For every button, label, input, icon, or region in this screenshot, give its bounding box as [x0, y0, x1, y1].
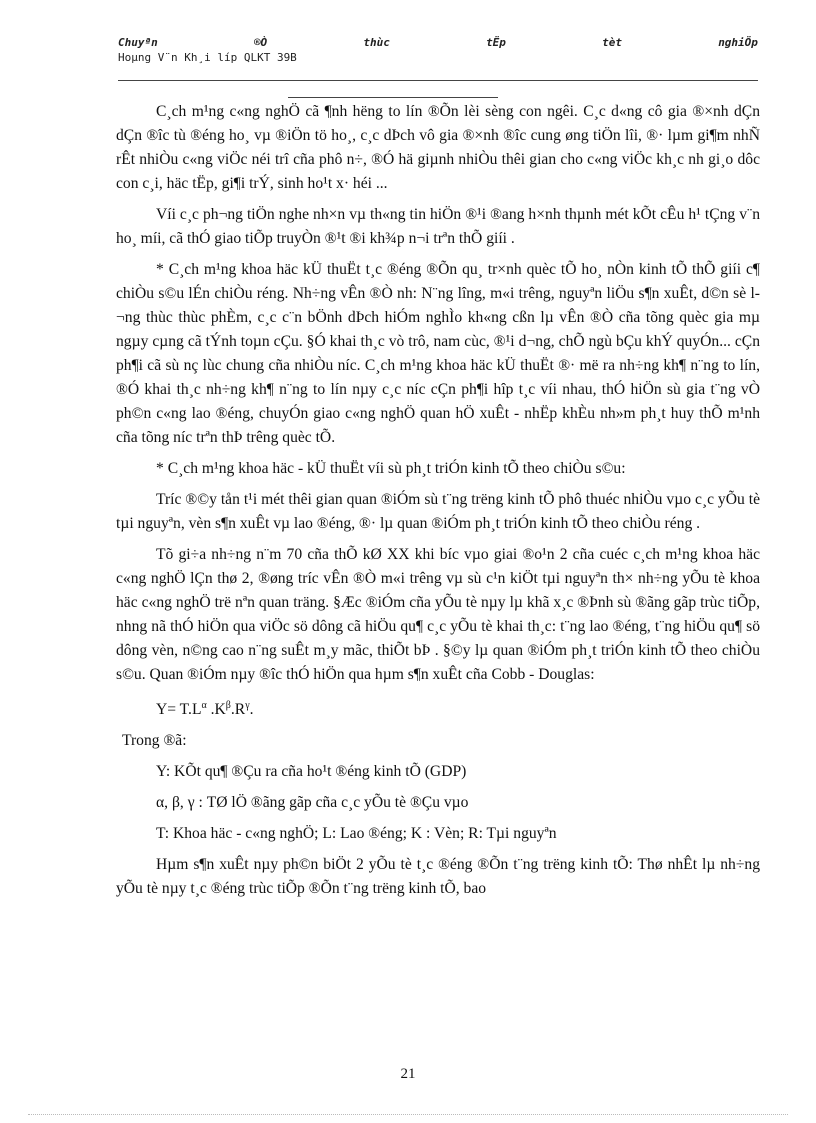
paragraph: Tõ gi÷a nh÷ng n¨m 70 cña thÕ kØ XX khi bíc vµo giai ®o¹n 2 cña cuéc c¸ch m¹ng khoa häc c«ng nghÖ lÇn thø 2, ®øng tríc vÊn ®Ò m«i trêng vµ sù c¹n kiÖt tµi nguyªn th× nh÷ng yÕu tè khoa häc c«ng nghÖ trë nªn quan träng. §Æc ®iÓm cña yÕu tè nµy lµ khã x¸c ®Þnh sù ®ãng gãp trùc tiÕp, nhng nã thÓ hiÖn qua viÖc sö dông cã hiÖu qu¶ c¸c yÕu tè khai th¸c: t¨ng lao ®éng, t¨ng hiÖu qu¶ sö dông vèn, n©ng cao n¨ng suÊt m¸y mãc, thiÕt bÞ . §©y lµ quan ®iÓm ph¸t triÓn kinh tÕ theo chiÒu s©u. Quan ®iÓm nµy ®îc thÓ hiÖn qua hµm s¶n xuÊt cña Cobb - Douglas:: [116, 546, 760, 683]
header-subtitle: Hoµng V¨n Kh¸i líp QLKT 39B: [118, 51, 297, 64]
header-word: tèt: [602, 36, 622, 49]
paragraph: Víi c¸c ph¬ng tiÖn nghe nh×n vµ th«ng tin hiÖn ®¹i ®ang h×nh thµnh mét kÕt cÊu h¹ tÇng v¨n ho¸ míi, cã thÓ giao tiÕp truyÒn ®¹t ®i kh¾p n¬i trªn thÕ giíi .: [116, 206, 760, 247]
formula-part: .K: [206, 701, 226, 719]
page-header: [118, 36, 758, 64]
header-divider: [118, 80, 758, 81]
cobb-douglas-formula: [116, 694, 760, 722]
definition-line: T: Khoa häc - c«ng nghÖ; L: Lao ®éng; K : Vèn; R: Tµi nguyªn: [156, 825, 557, 843]
formula-part: .: [249, 701, 254, 719]
short-divider: [288, 97, 498, 98]
definition-line: Y: KÕt qu¶ ®Çu ra cña ho¹t ®éng kinh tÕ (GDP): [156, 763, 467, 781]
page-number: 21: [400, 1066, 416, 1082]
paragraph: Trong ®ã:: [122, 732, 187, 750]
paragraph: * C¸ch m¹ng khoa häc kÜ thuËt t¸c ®éng ®Õn qu¸ tr×nh quèc tÕ ho¸ nÒn kinh tÕ thÕ giíi c¶ chiÒu s©u lÉn chiÒu réng. Nh÷ng vÊn ®Ò nh: N¨ng lîng, m«i trêng, nguyªn liÖu s¶n xuÊt, d©n sè l¬ng thùc thùc phÈm, c¸c c¨n bÖnh dÞch hiÓm nghÌo kh«ng cßn lµ vÊn ®Ò cña tõng quèc gia mµ ngµy cµng cã tÝnh toµn cÇu. §Ó khai th¸c vò trô, nam cùc, ®¹i d¬ng, chÕ ngù bÇu khÝ quyÓn... cÇn ph¶i cã sù nç lùc chung cña nhiÒu níc. C¸ch m¹ng khoa häc kÜ thuËt ®· më ra nh÷ng kh¶ n¨ng to lín, ®Ó khai th¸c nh÷ng kh¶ n¨ng to lín nµy c¸c níc cÇn ph¶i hîp t¸c víi nhau, thÓ hiÖn sù gia t¨ng vÒ ph©n c«ng lao ®éng, chuyÓn giao c«ng nghÖ quan hÖ xuÊt - nhËp khÈu nh»m ph¸t huy thÕ m¹nh cña tõng níc trªn thÞ trêng quèc tÕ.: [116, 261, 760, 446]
paragraph: * C¸ch m¹ng khoa häc - kÜ thuËt víi sù ph¸t triÓn kinh tÕ theo chiÒu s©u:: [156, 460, 626, 477]
paragraph: Hµm s¶n xuÊt nµy ph©n biÖt 2 yÕu tè t¸c ®éng ®Õn t¨ng trëng kinh tÕ: Thø nhÊt lµ nh÷ng yÕu tè nµy t¸c ®éng trùc tiÕp ®Õn t¨ng trëng kinh tÕ, bao: [116, 856, 760, 898]
page-bottom-divider: [28, 1114, 788, 1115]
formula-exponent: γ: [245, 700, 250, 711]
formula-exponent: α: [201, 700, 207, 711]
formula-part: Y= T.L: [156, 701, 202, 719]
header-title: [118, 36, 758, 49]
header-word: Chuyªn: [118, 36, 158, 49]
formula-exponent: β: [225, 700, 231, 711]
header-word: nghiÖp: [718, 36, 758, 49]
header-word: ®Ò: [253, 36, 268, 49]
paragraph: Tríc ®©y tån t¹i mét thêi gian quan ®iÓm sù t¨ng trëng kinh tÕ phô thuéc nhiÒu vµo c¸c yÕu tè tµi nguyªn, vèn s¶n xuÊt vµ lao ®éng, ®· lµ quan ®iÓm ph¸t triÓn kinh tÕ theo chiÒu réng .: [116, 491, 760, 532]
header-word: thùc: [363, 36, 390, 49]
formula-part: .R: [230, 701, 246, 719]
definition-line: α, β, γ : TØ lÖ ®ãng gãp cña c¸c yÕu tè ®Çu vµo: [156, 794, 469, 812]
paragraph: C¸ch m¹ng c«ng nghÖ cã ¶nh hëng to lín ®Õn lèi sèng con ngêi. C¸c d«ng cô gia ®×nh dÇn dÇn ®îc tù ®éng ho¸ vµ ®iÖn tö ho¸, c¸c dÞch vô gia ®×nh ®îc cung øng tiÖn lîi, ®· lµm gi¶m nhÑ rÊt nhiÒu c«ng viÖc néi trî cña phô n÷, ®Ó hä giµnh nhiÒu thêi gian cho c«ng viÖc kh¸c nh gi¸o dôc con c¸i, häc tËp, gi¶i trÝ, sinh ho¹t x· héi ...: [116, 103, 760, 192]
document-body: [116, 100, 760, 908]
header-word: tËp: [486, 36, 506, 49]
